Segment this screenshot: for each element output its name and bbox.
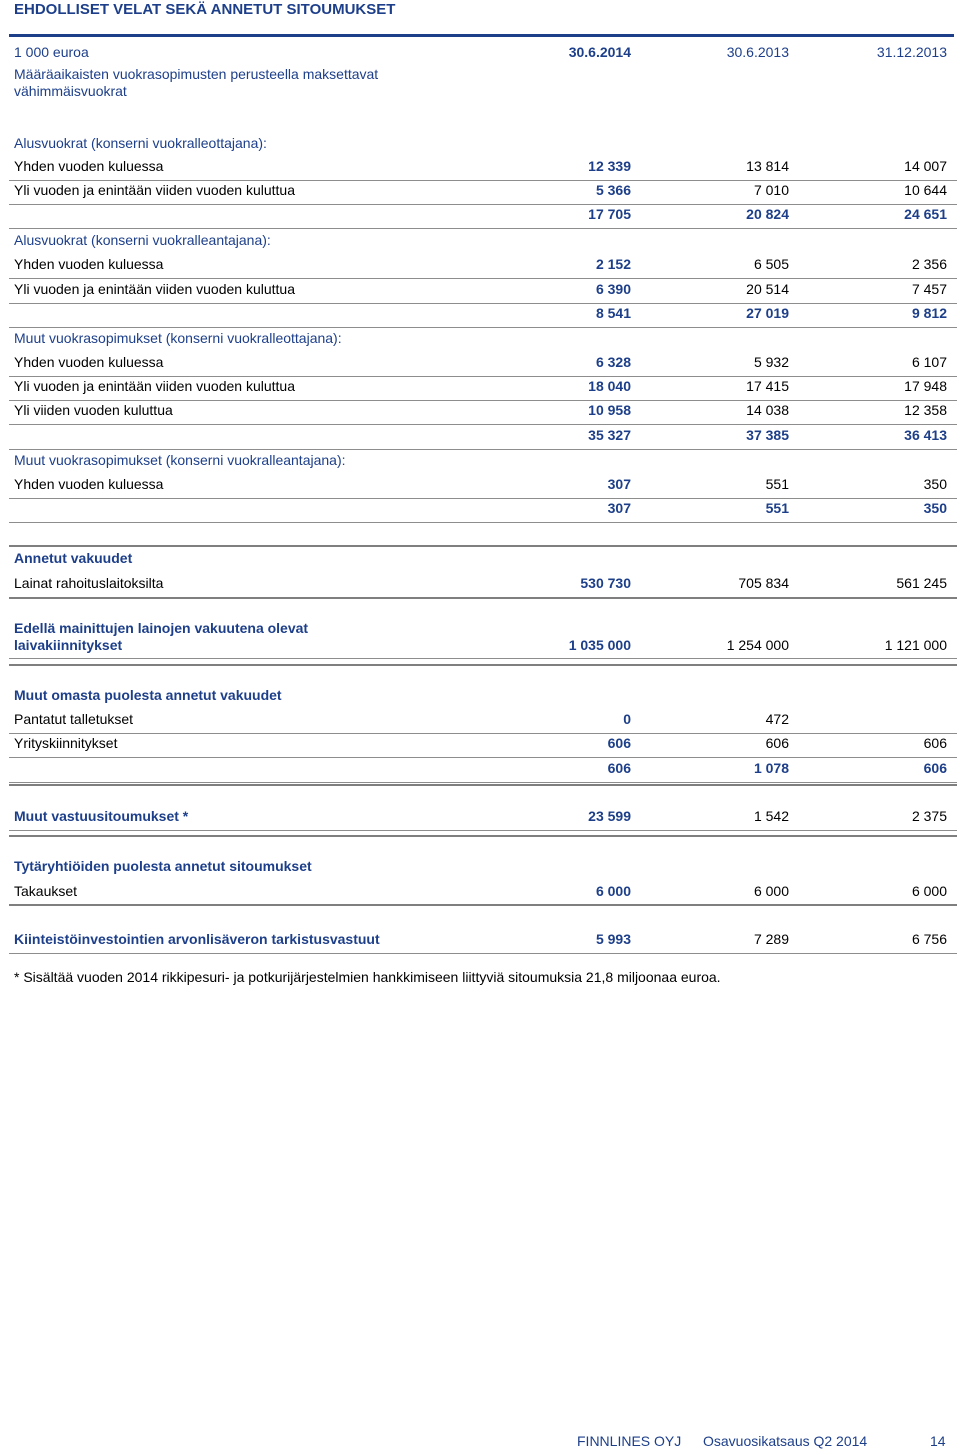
cell-2013-06: 6 000: [753, 883, 789, 899]
cell-2013-06: 37 385: [746, 427, 789, 443]
section-heading-row: [9, 330, 957, 352]
cell-2014-06: 35 327: [588, 427, 631, 443]
cell-2014-06: 8 541: [595, 305, 631, 321]
row-label: Yhden vuoden kuluessa: [14, 256, 164, 272]
table-row: [9, 476, 957, 499]
row-label: Yhden vuoden kuluessa: [14, 158, 164, 174]
column-header-2013-june: 30.6.2013: [726, 44, 789, 60]
cell-2013-12: 561 245: [896, 575, 947, 591]
table-row: [9, 575, 957, 598]
cell-2013-06: 17 415: [746, 378, 789, 394]
cell-2013-06: 13 814: [746, 158, 789, 174]
row-label: Yli viiden vuoden kuluttua: [14, 402, 173, 418]
table-row: [9, 620, 957, 659]
cell-2013-06: 20 824: [746, 206, 789, 222]
section-heading-row: [9, 232, 957, 254]
row-label: Yrityskiinnitykset: [14, 735, 118, 751]
cell-2013-12: 6 756: [911, 931, 947, 947]
row-label: Takaukset: [14, 883, 78, 899]
cell-2013-06: 1 542: [753, 808, 789, 824]
section-divider: [9, 784, 957, 786]
row-label: Muut vuokrasopimukset (konserni vuokralleantajana):: [14, 452, 346, 468]
row-label: Edellä mainittujen lainojen vakuutena olevat laivakiinnitykset: [14, 620, 309, 653]
cell-2013-06: 5 932: [753, 354, 789, 370]
footnote: * Sisältää vuoden 2014 rikkipesuri- ja potkurijärjestelmien hankkimiseen liittyviä sitoumuksia 21,8 miljoonaa euroa.: [14, 969, 721, 985]
cell-2014-06: 2 152: [595, 256, 631, 272]
cell-2013-06: 551: [765, 476, 789, 492]
cell-2014-06: 18 040: [588, 378, 631, 394]
cell-2013-12: 36 413: [904, 427, 947, 443]
cell-2013-12: 2 375: [911, 808, 947, 824]
cell-2013-06: 6 505: [753, 256, 789, 272]
footer-report: Osavuosikatsaus Q2 2014: [703, 1433, 868, 1449]
cell-2014-06: 17 705: [588, 206, 631, 222]
section-heading-row: [9, 135, 957, 157]
cell-2013-12: 14 007: [904, 158, 947, 174]
total-row: [9, 760, 957, 783]
section-heading-row: [9, 858, 957, 880]
cell-2013-06: 472: [765, 711, 789, 727]
cell-2013-06: 606: [765, 735, 789, 751]
cell-2014-06: 12 339: [588, 158, 631, 174]
row-label: Alusvuokrat (konserni vuokralleottajana):: [14, 135, 267, 151]
table-row: [9, 883, 957, 906]
table-row: [9, 378, 957, 401]
footer-page-number: 14: [930, 1433, 946, 1449]
section-divider: [9, 664, 957, 666]
row-label: Kiinteistöinvestointien arvonlisäveron tarkistusvastuut: [14, 931, 380, 947]
cell-2014-06: 530 730: [580, 575, 631, 591]
cell-2014-06: 10 958: [588, 402, 631, 418]
row-label: Yhden vuoden kuluessa: [14, 354, 164, 370]
table-row: [9, 402, 957, 425]
cell-2014-06: 1 035 000: [568, 637, 631, 653]
cell-2013-12: 350: [923, 500, 947, 516]
cell-2014-06: 5 366: [595, 182, 631, 198]
cell-2013-06: 7 289: [753, 931, 789, 947]
table-row: [9, 281, 957, 304]
document-title: EHDOLLISET VELAT SEKÄ ANNETUT SITOUMUKSET: [14, 1, 396, 18]
footer-company: FINNLINES OYJ: [577, 1433, 682, 1449]
row-label: Muut omasta puolesta annetut vakuudet: [14, 687, 282, 703]
cell-2014-06: 606: [607, 760, 631, 776]
cell-2014-06: 6 000: [595, 883, 631, 899]
subtitle-row: [9, 66, 957, 102]
cell-2013-12: 9 812: [911, 305, 947, 321]
row-label: Yhden vuoden kuluessa: [14, 476, 164, 492]
row-label: Muut vastuusitoumukset *: [14, 808, 189, 824]
row-label: Alusvuokrat (konserni vuokralleantajana):: [14, 232, 271, 248]
cell-2013-12: 350: [923, 476, 947, 492]
row-label: Tytäryhtiöiden puolesta annetut sitoumukset: [14, 858, 312, 874]
cell-2013-06: 7 010: [753, 182, 789, 198]
total-row: [9, 427, 957, 450]
total-row: [9, 305, 957, 328]
cell-2013-12: 606: [923, 735, 947, 751]
row-label: Pantatut talletukset: [14, 711, 134, 727]
cell-2013-06: 20 514: [746, 281, 789, 297]
cell-2013-06: 1 078: [753, 760, 789, 776]
table-row: [9, 931, 957, 954]
table-subtitle: Määräaikaisten vuokrasopimusten perusteella maksettavat vähimmäisvuokrat: [14, 66, 379, 99]
cell-2014-06: 606: [607, 735, 631, 751]
cell-2013-12: 24 651: [904, 206, 947, 222]
column-header-2014: 30.6.2014: [568, 44, 631, 60]
cell-2013-12: 6 107: [911, 354, 947, 370]
column-header-2013-december: 31.12.2013: [876, 44, 947, 60]
cell-2013-06: 551: [765, 500, 789, 516]
table-row: [9, 256, 957, 279]
cell-2013-12: 10 644: [904, 182, 947, 198]
cell-2013-06: 27 019: [746, 305, 789, 321]
cell-2014-06: 0: [623, 711, 631, 727]
total-row: [9, 206, 957, 229]
cell-2014-06: 5 993: [595, 931, 631, 947]
cell-2014-06: 23 599: [588, 808, 631, 824]
cell-2013-12: 6 000: [911, 883, 947, 899]
cell-2013-12: 2 356: [911, 256, 947, 272]
cell-2013-06: 705 834: [738, 575, 789, 591]
row-label: Muut vuokrasopimukset (konserni vuokralleottajana):: [14, 330, 342, 346]
table-row: [9, 354, 957, 377]
title-rule: [9, 34, 954, 37]
table-row: [9, 182, 957, 205]
table-row: [9, 735, 957, 758]
row-label: Yli vuoden ja enintään viiden vuoden kuluttua: [14, 281, 295, 297]
section-heading-row: [9, 687, 957, 709]
cell-2013-12: 12 358: [904, 402, 947, 418]
section-divider: [9, 835, 957, 837]
section-heading-row: [9, 550, 957, 572]
cell-2014-06: 307: [607, 500, 631, 516]
row-label: Annetut vakuudet: [14, 550, 133, 566]
cell-2013-12: 606: [923, 760, 947, 776]
table-row: [9, 158, 957, 181]
table-row: [9, 711, 957, 734]
cell-2014-06: 307: [607, 476, 631, 492]
total-row: [9, 500, 957, 523]
header-row: [9, 44, 957, 64]
section-heading-row: [9, 452, 957, 474]
table-row: [9, 808, 957, 831]
cell-2014-06: 6 390: [595, 281, 631, 297]
row-label: Yli vuoden ja enintään viiden vuoden kuluttua: [14, 182, 295, 198]
cell-2013-12: 7 457: [911, 281, 947, 297]
cell-2013-12: 17 948: [904, 378, 947, 394]
row-label: Yli vuoden ja enintään viiden vuoden kuluttua: [14, 378, 295, 394]
cell-2013-06: 14 038: [746, 402, 789, 418]
section-divider: [9, 545, 957, 547]
cell-2014-06: 6 328: [595, 354, 631, 370]
row-label: Lainat rahoituslaitoksilta: [14, 575, 164, 591]
section-divider: [9, 904, 957, 906]
unit-label: 1 000 euroa: [14, 44, 89, 60]
section-divider: [9, 597, 957, 599]
cell-2013-06: 1 254 000: [726, 637, 789, 653]
cell-2013-12: 1 121 000: [884, 637, 947, 653]
